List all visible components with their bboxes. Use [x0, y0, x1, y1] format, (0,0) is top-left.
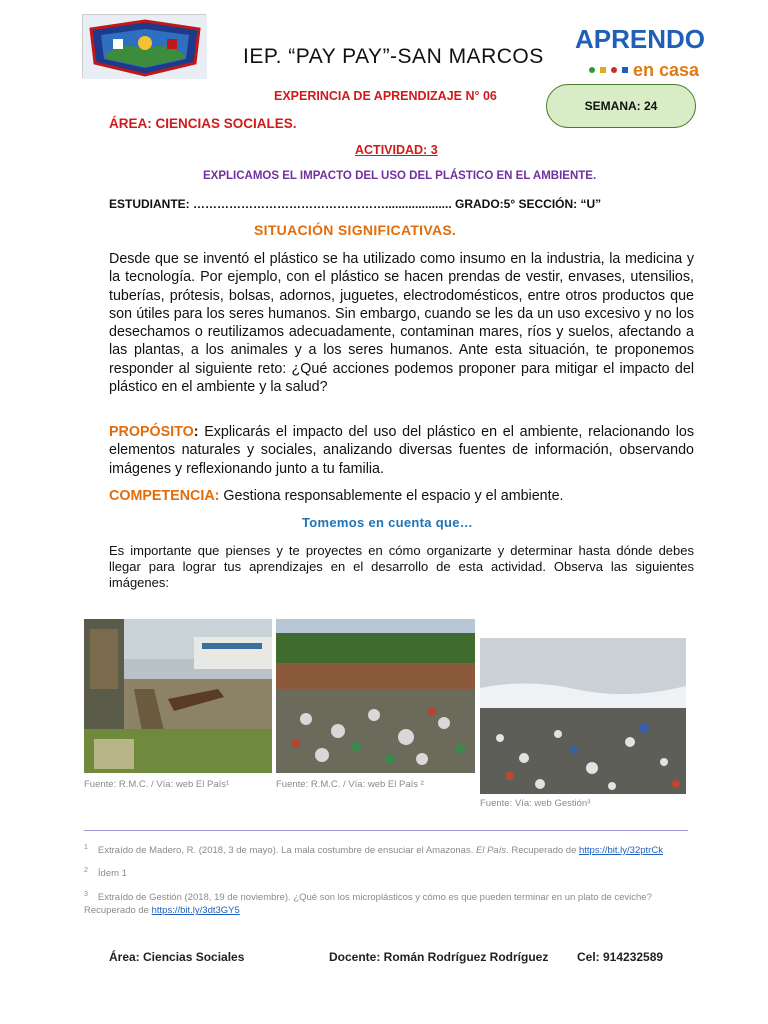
logo-text-bottom: en casa	[632, 60, 700, 80]
footnote-1-text: Extraído de Madero, R. (2018, 3 de mayo). La mala costumbre de ensuciar el Amazonas.	[97, 845, 476, 857]
week-badge: SEMANA: 24	[546, 84, 696, 128]
photo-garbage-dump	[276, 619, 475, 773]
photo-caption-2: Fuente: R.M.C. / Vía: web El País ²	[276, 779, 424, 790]
activity-title: ACTIVIDAD: 3	[355, 143, 438, 157]
activity-subtitle: EXPLICAMOS EL IMPACTO DEL USO DEL PLÁSTICO EN EL AMBIENTE.	[203, 170, 597, 182]
footnote-1-recovered: . Recuperado de	[506, 845, 579, 857]
footnote-3-mark: 3	[84, 891, 88, 898]
footer-area: Área: Ciencias Sociales	[109, 950, 245, 964]
footnote-divider	[84, 830, 688, 831]
footnote-3	[84, 888, 694, 917]
footnote-2-text: Ídem 1	[97, 868, 127, 880]
aprendo-en-casa-logo	[574, 18, 706, 82]
footnote-2	[84, 864, 694, 880]
purpose-text: Explicarás el impacto del uso del plástico en el ambiente, relacionando los elementos naturales y sociales, analizando diversas fuentes de información, observando imágenes y reflexionando junto a tu familia.	[109, 424, 694, 477]
footnote-3-text: Extraído de Gestión (2018, 19 de noviembre). ¿Qué son los microplásticos y cómo es que pueden terminar en un plato de ceviche? Recuperado de	[84, 892, 652, 917]
school-title: IEP. “PAY PAY”-SAN MARCOS	[243, 45, 544, 68]
footnote-1	[84, 841, 694, 857]
photo-caption-3: Fuente: Vía: web Gestión³	[480, 798, 591, 809]
purpose-paragraph	[109, 423, 694, 478]
competence-paragraph	[109, 487, 694, 505]
area-heading: ÁREA: CIENCIAS SOCIALES.	[109, 116, 297, 131]
note-heading: Tomemos en cuenta que…	[302, 515, 474, 530]
photo-caption-1: Fuente: R.M.C. / Vía: web El País¹	[84, 779, 230, 790]
footer-teacher: Docente: Román Rodríguez Rodríguez	[329, 950, 549, 964]
footnote-1-mark: 1	[84, 844, 88, 851]
experience-title: EXPERINCIA DE APRENDIZAJE N° 06	[274, 89, 497, 103]
footer-phone: Cel: 914232589	[577, 950, 664, 964]
situation-text: Desde que se inventó el plástico se ha utilizado como insumo en la industria, la medicina y la tecnología. Por ejemplo, con el plástico se hacen prendas de vestir, envases, utensilios, tuberías, prótesis, bolsas, adornos, juguetes, electrodomésticos, entre otros productos que son útiles para los seres humanos. Sin embargo, cuando se les da un uso excesivo y no los desechamos o reutilizamos adecuadamente, contaminan mares, ríos y suelos, afectando a las plantas, a los animales y a los seres humanos. Ante esta situación, te proponemos responder al siguiente reto: ¿Qué acciones podemos proponer para mitigar el impacto del plástico en el ambiente y la salud?	[109, 251, 694, 396]
purpose-label: PROPÓSITO	[109, 424, 194, 440]
footnote-1-link[interactable]: https://bit.ly/32ptrCk	[579, 845, 663, 857]
purpose-colon: :	[193, 424, 199, 440]
school-logo	[82, 14, 206, 78]
footnote-1-source: El País	[476, 845, 507, 857]
note-text: Es importante que pienses y te proyectes en cómo organizarte y determinar hasta dónde debes llegar para lograr tus aprendizajes en el desarrollo de esta actividad. Observa las siguientes imágenes:	[109, 543, 694, 590]
logo-text-top: APRENDO	[574, 24, 706, 54]
student-line: ESTUDIANTE: ………………………………………….................... GRADO:5° SECCIÓN: “U”	[109, 197, 602, 211]
footnote-3-link[interactable]: https://bit.ly/3dt3GY5	[151, 905, 240, 917]
situation-heading: SITUACIÓN SIGNIFICATIVAS.	[254, 222, 457, 238]
photo-river-dock	[84, 619, 272, 773]
footnote-2-mark: 2	[84, 867, 88, 874]
competence-label: COMPETENCIA:	[109, 488, 220, 504]
competence-text: Gestiona responsablemente el espacio y el ambiente.	[219, 488, 564, 504]
photo-beach-plastic	[480, 638, 686, 794]
